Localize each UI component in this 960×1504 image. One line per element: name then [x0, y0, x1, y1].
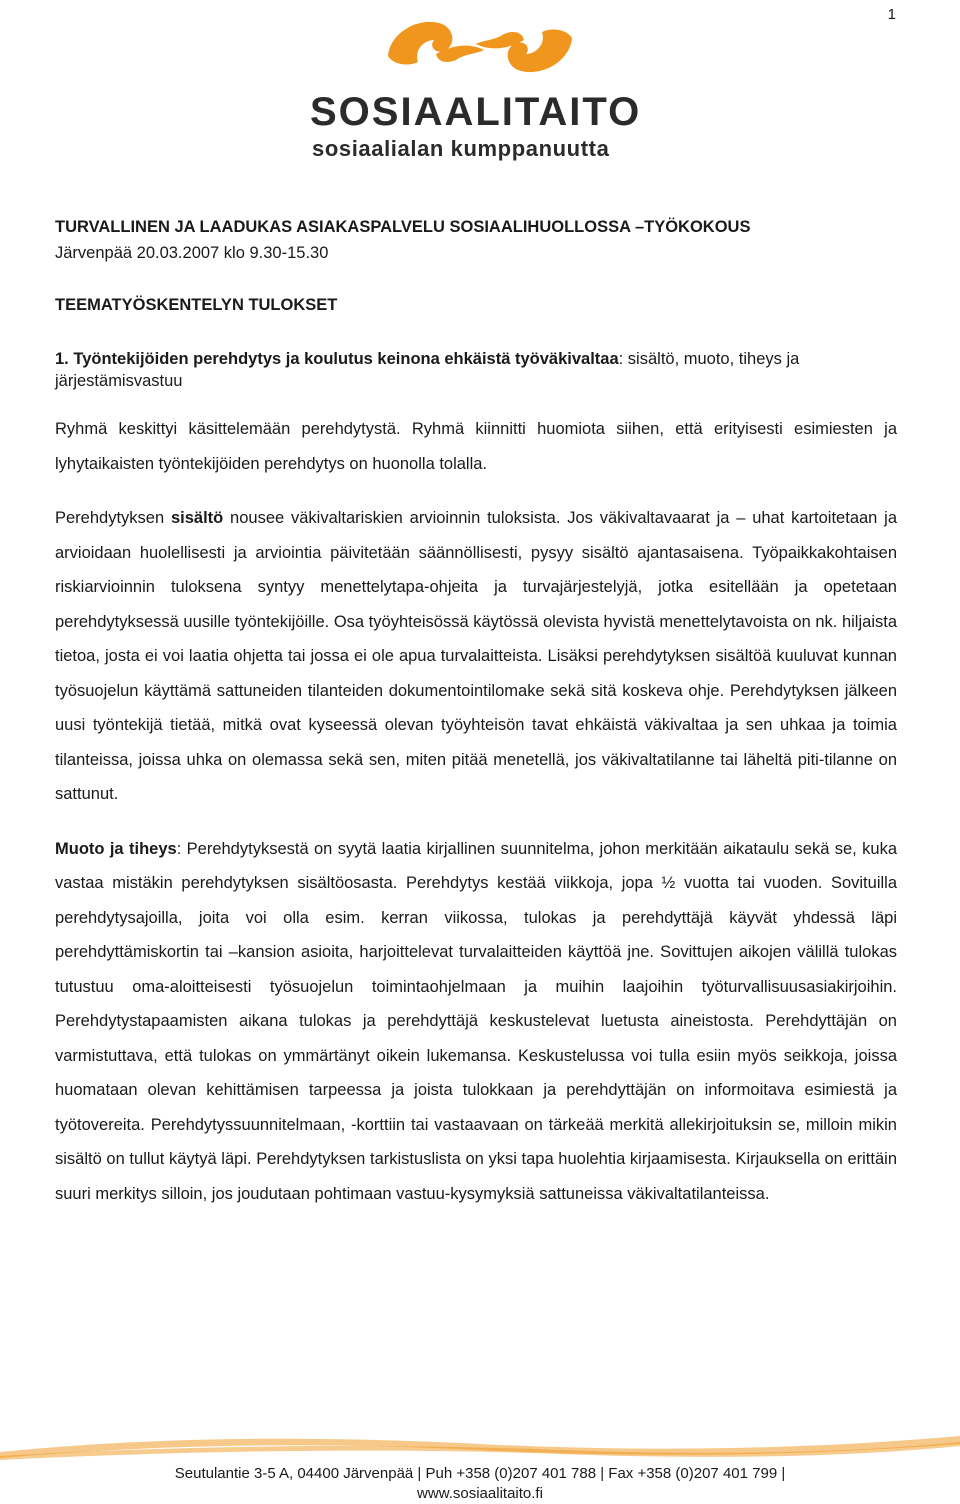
footer: [0, 1464, 960, 1504]
topic-bold: 1. Työntekijöiden perehdytys ja koulutus keinona ehkäistä työväkivaltaa: [55, 350, 619, 368]
sosiaalitaito-logo: [300, 0, 660, 170]
section-title: TEEMATYÖSKENTELYN TULOKSET: [55, 296, 338, 314]
hands-logo-icon: [380, 4, 580, 90]
footer-website[interactable]: www.sosiaalitaito.fi: [417, 1485, 543, 1502]
paragraph-2-bold: sisältö: [170, 509, 224, 527]
paragraph-1: Ryhmä keskittyi käsittelemään perehdytystä. Ryhmä kiinnitti huomiota siihen, että erityisesti esimiesten ja lyhytaikaisten työntekijöiden perehdytys on huonolla tolalla.: [55, 420, 897, 473]
paragraph-2-lead: Perehdytyksen: [55, 509, 171, 527]
footer-wave-decoration: [0, 1430, 960, 1460]
paragraph-2: [55, 501, 897, 812]
document-body: [55, 214, 897, 1211]
meeting-place-time: Järvenpää 20.03.2007 klo 9.30-15.30: [55, 244, 329, 262]
document-title: TURVALLINEN JA LAADUKAS ASIAKASPALVELU SOSIAALIHUOLLOSSA –TYÖKOKOUS: [55, 218, 751, 236]
paragraph-3: [55, 832, 897, 1212]
topic-rest: : sisältö, muoto, tiheys ja järjestämisvastuu: [55, 350, 800, 390]
paragraph-2-text: nousee väkivaltariskien arvioinnin tuloksista. Jos väkivaltavaarat ja – uhat kartoitetaan ja arvioidaan huolellisesti ja arviointia päivitetään säännöllisesti, pysyy sisältö ajantasaisena. Työpaikkakohtaisen riskiarvioinnin tuloksena syntyy menettelytapa-ohjeita ja turvajärjestelyjä, jotka esitellään ja opetetaan perehdytyksessä uusille työntekijöille. Osa työyhteisössä käytössä olevista hyvistä menettelytavoista on nk. hiljaista tietoa, josta ei voi laatia ohjetta tai jossa ei ole apua turvalaitteista. Lisäksi perehdytyksen sisältöä kuuluvat kunnan työsuojelun käyttämä sattuneiden tilanteiden dokumentointilomake sekä sitä koskeva ohje. Perehdytyksen jälkeen uusi työntekijä tietää, mitkä ovat kyseessä olevan työyhteisön tavat ehkäistä väkivaltaa ja sen uhkaa ja toimia tilanteissa, joissa uhka on olemassa sekä sen, miten pitää menetellä, jos väkivaltatilanne tai läheltä piti-tilanne on sattunut.: [55, 509, 897, 803]
logo-tagline: sosiaalialan kumppanuutta: [312, 136, 610, 161]
page-number: 1: [887, 6, 896, 23]
footer-address: Seutulantie 3-5 A, 04400 Järvenpää | Puh +358 (0)207 401 788 | Fax +358 (0)207 401 799 |: [174, 1465, 786, 1482]
topic-heading: [55, 348, 897, 392]
paragraph-3-text: : Perehdytyksestä on syytä laatia kirjallinen suunnitelma, johon merkitään aikataulu sekä se, kuka vastaa mistäkin perehdytyksen sisältöosasta. Perehdytys kestää viikkoja, jopa ½ vuotta tai vuoden. Sovituilla perehdytysajoilla, joita voi olla esim. kerran viikossa, tulokas ja perehdyttäjä käyvät yhdessä läpi perehdyttämiskortin tai –kansion asioita, harjoittelevat turvalaitteiden käyttöä jne. Sovittujen aikojen välillä tulokas tutustuu oma-aloitteisesti työsuojelun toimintaohjelmaan ja muihin laajoihin työturvallisuusasiakirjoihin. Perehdytystapaamisten aikana tulokas ja perehdyttäjä keskustelevat luetusta aineistosta. Perehdyttäjän on varmistuttava, että tulokas on ymmärtänyt oikein lukemansa. Keskustelussa voi tulla esiin myös seikkoja, joissa huomataan olevan kehittämisen tarpeessa ja joista tulokkaan ja perehdyttäjän on informoitava esimiestä ja työtovereita. Perehdytyssuunnitelmaan, -korttiin tai vastaavaan on tärkeää merkitä allekirjoituksin se, milloin mikin sisältö on tullut käytyä läpi. Perehdytyksen tarkistuslista on yksi tapa huolehtia kirjaamisesta. Kirjauksella on erittäin suuri merkitys silloin, jos joudutaan pohtimaan vastuu-kysymyksiä sattuneissa väkivaltatilanteissa.: [55, 839, 897, 1203]
logo-wordmark: SOSIAALITAITO: [310, 90, 642, 134]
paragraph-3-bold: Muoto ja tiheys: [55, 839, 177, 858]
